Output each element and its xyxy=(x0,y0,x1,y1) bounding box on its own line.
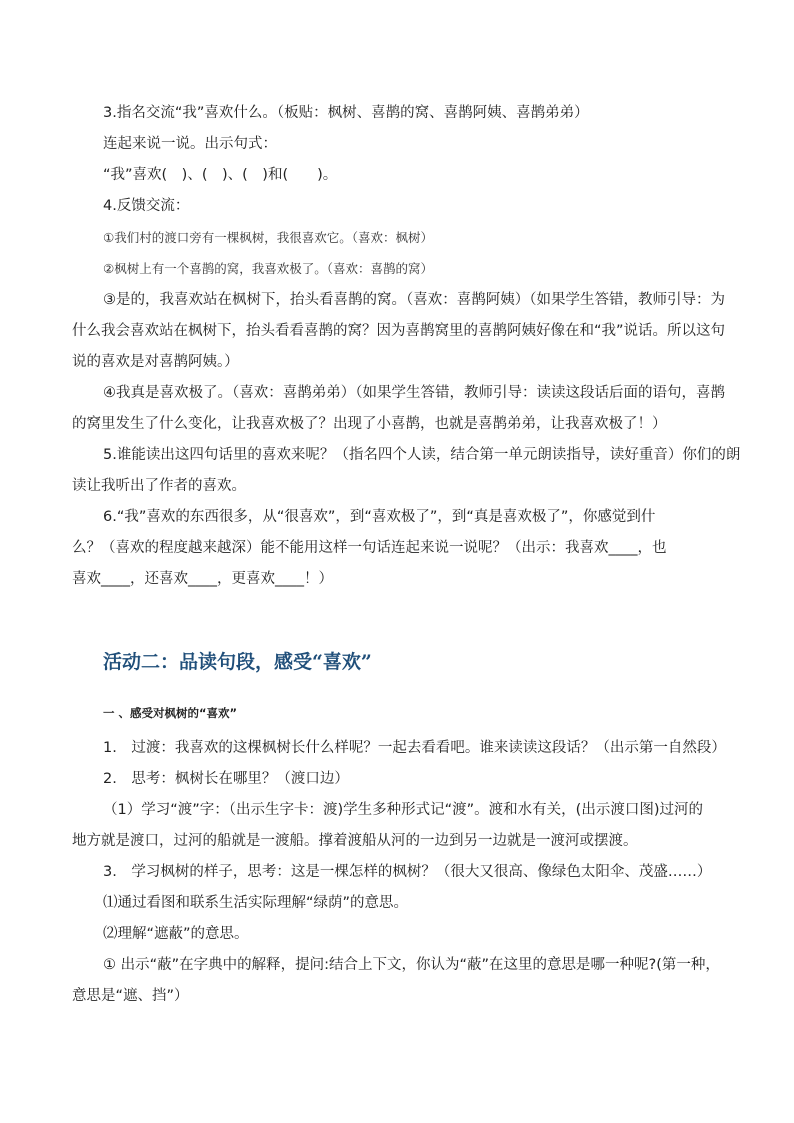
paragraph-line: 3.指名交流“我”喜欢什么。（板贴：枫树、喜鹊的窝、喜鹊阿姨、喜鹊弟弟） xyxy=(103,105,589,121)
paragraph-line: 5.谁能读出这四句话里的喜欢来呢？（指名四个人读，结合第一单元朗读指导，读好重音）你们的朗 xyxy=(103,447,741,463)
paragraph-line: ②枫树上有一个喜鹊的窝，我喜欢极了。（喜欢：喜鹊的窝） xyxy=(103,261,433,276)
activity-heading: 活动二：品读句段，感受“喜欢” xyxy=(103,651,372,673)
paragraph-line: 2. 思考：枫树长在哪里？（渡口边） xyxy=(103,771,349,787)
paragraph-line: ③是的，我喜欢站在枫树下，抬头看喜鹊的窝。（喜欢：喜鹊阿姨）（如果学生答错，教师引导：为 xyxy=(103,292,725,308)
paragraph-line: 意思是“遮、挡”） xyxy=(72,988,189,1004)
paragraph-line: 6.“我”喜欢的东西很多，从“很喜欢”，到“喜欢极了”，到“真是喜欢极了”，你感觉到什 xyxy=(103,509,656,525)
paragraph-line: （1）学习“渡”字：（出示生字卡：渡)学生多种形式记“渡”。渡和水有关，(出示渡口图)过河的 xyxy=(103,802,703,818)
paragraph-line: 连起来说一说。出示句式： xyxy=(103,136,277,152)
paragraph-line: 的窝里发生了什么变化，让我喜欢极了？出现了小喜鹊，也就是喜鹊弟弟，让我喜欢极了！） xyxy=(72,416,667,432)
paragraph-line: ⑴通过看图和联系生活实际理解“绿荫”的意思。 xyxy=(103,895,409,911)
paragraph-line: ④我真是喜欢极了。（喜欢：喜鹊弟弟）（如果学生答错，教师引导：读读这段话后面的语句，喜鹊 xyxy=(103,385,725,401)
paragraph-line: 地方就是渡口，过河的船就是一渡船。撑着渡船从河的一边到另一边就是一渡河或摆渡。 xyxy=(72,833,638,849)
paragraph-line: 什么我会喜欢站在枫树下，抬头看看喜鹊的窝？因为喜鹊窝里的喜鹊阿姨好像在和“我”说话。所以这句 xyxy=(72,323,726,339)
paragraph-line: 4.反馈交流： xyxy=(103,198,190,214)
paragraph-line: 1. 过渡：我喜欢的这棵枫树长什么样呢？一起去看看吧。谁来读读这段话？（出示第一自然段） xyxy=(103,740,726,756)
paragraph-line: 3. 学习枫树的样子，思考：这是一棵怎样的枫树？（很大又很高、像绿色太阳伞、茂盛……） xyxy=(103,864,712,880)
paragraph-line: “我”喜欢( )、( )、( )和( )。 xyxy=(103,167,338,183)
paragraph-line: ⑵理解“遮蔽”的意思。 xyxy=(103,926,249,942)
paragraph-line: 读让我听出了作者的喜欢。 xyxy=(72,478,246,494)
paragraph-line: 么？（喜欢的程度越来越深）能不能用这样一句话连起来说一说呢？（出示：我喜欢____，也 xyxy=(72,540,667,556)
paragraph-line: 说的喜欢是对喜鹊阿姨。） xyxy=(72,354,239,370)
section-subheading: 一 、感受对枫树的“喜欢” xyxy=(103,706,238,720)
paragraph-line: ① 出示“蔽”在字典中的解释，提问:结合上下文，你认为“蔽”在这里的意思是哪一种呢?(第一种， xyxy=(103,957,720,973)
paragraph-line: ①我们村的渡口旁有一棵枫树，我很喜欢它。（喜欢：枫树） xyxy=(103,230,433,245)
paragraph-line: 喜欢____，还喜欢____，更喜欢____！） xyxy=(72,571,333,587)
